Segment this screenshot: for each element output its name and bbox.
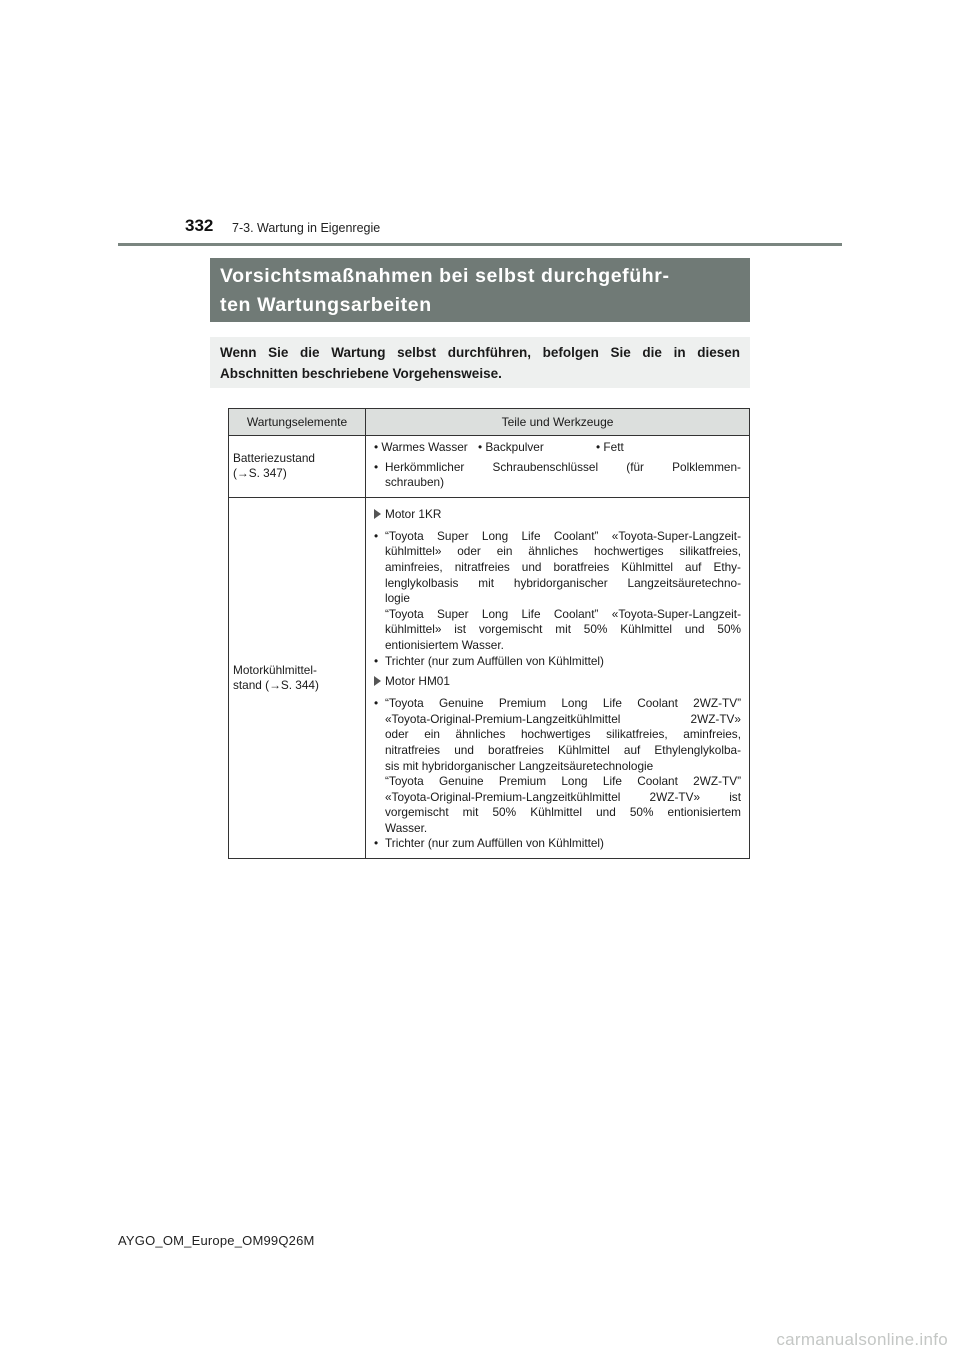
coolant-item-label: Motorkühlmittel- [233, 662, 317, 677]
list-item [374, 654, 741, 670]
header-parts-tools: Teile und Werkzeuge [366, 409, 750, 436]
battery-wrench-text-1: Herkömmlicher Schraubenschlüssel (für Polklemmen- [385, 459, 741, 474]
triangle-right-icon [374, 676, 381, 686]
list-item: • Fett [596, 440, 624, 454]
battery-bullets-row [374, 440, 741, 456]
engine-hm01-heading [374, 671, 741, 691]
coolant-hm01-line: sis mit hybridorganischer Langzeitsäuretechnologie [385, 758, 654, 773]
battery-tool-baking-soda: Backpulver [485, 440, 544, 454]
section-title-line-2: ten Wartungsarbeiten [220, 294, 432, 316]
bullet: • [374, 696, 379, 711]
intro-line-1: Wenn Sie die Wartung selbst durchführen, befolgen Sie die in diesen [220, 345, 740, 360]
battery-wrench-line-1: • Herkömmlicher Schraubenschlüssel (für Polklemmen- [374, 459, 741, 474]
section-title-line-1: Vorsichtsmaßnahmen bei selbst durchgeführ- [220, 265, 670, 287]
triangle-right-icon [374, 509, 381, 519]
intro-line-2: Abschnitten beschriebene Vorgehensweise. [220, 366, 502, 381]
section-title-banner [210, 258, 750, 322]
coolant-hm01-line: nitratfreies und boratfreies Kühlmittel auf Ethylenglykolba- [385, 742, 741, 757]
table-header-row [229, 409, 750, 436]
table-row-coolant [229, 497, 750, 858]
maintenance-table [228, 408, 750, 859]
header-divider [118, 243, 842, 246]
coolant-item-reference: stand (→S. 344) [233, 677, 319, 692]
document-code: AYGO_OM_Europe_OM99Q26M [118, 1233, 315, 1248]
battery-item-label: Batteriezustand [233, 451, 315, 466]
bullet: • [374, 653, 379, 668]
coolant-1kr-line: “Toyota Super Long Life Coolant” «Toyota-Super-Langzeit- [385, 606, 741, 621]
coolant-hm01-line: “Toyota Genuine Premium Long Life Coolant 2WZ-TV” [385, 696, 741, 711]
intro-box [210, 337, 750, 388]
bullet: • [374, 836, 379, 851]
battery-wrench-text-2: schrauben) [385, 475, 445, 490]
coolant-hm01-line: oder ein ähnliches hochwertiges silikatfreies, aminfreies, [385, 727, 741, 742]
section-breadcrumb: 7-3. Wartung in Eigenregie [232, 221, 381, 235]
engine-1kr-label: Motor 1KR [385, 506, 442, 521]
list-item [374, 696, 741, 836]
page-number: 332 [185, 216, 214, 235]
coolant-hm01-line: «Toyota-Original-Premium-Langzeitkühlmittel 2WZ-TV» ist [385, 789, 741, 804]
list-item: • Backpulver [478, 440, 544, 454]
coolant-1kr-line: logie [385, 591, 410, 606]
coolant-1kr-line: lenglykolbasis mit hybridorganischer Langzeitsäuretechno- [385, 575, 741, 590]
battery-tool-warm-water: Warmes Wasser [381, 440, 468, 454]
list-item [374, 836, 741, 852]
engine-hm01-label: Motor HM01 [385, 674, 450, 689]
watermark: carmanualsonline.info [776, 1330, 948, 1349]
funnel-hm01-text: Trichter (nur zum Auffüllen von Kühlmittel) [385, 836, 604, 851]
battery-tool-grease: Fett [603, 440, 624, 454]
engine-1kr-heading [374, 504, 741, 524]
list-item [374, 460, 741, 491]
coolant-1kr-line: aminfreies, nitratfreies und boratfreies Kühlmittel auf Ethy- [385, 559, 741, 574]
funnel-1kr-text: Trichter (nur zum Auffüllen von Kühlmittel) [385, 653, 604, 668]
bullet: • [374, 528, 379, 543]
coolant-hm01-line: «Toyota-Original-Premium-Langzeitkühlmittel 2WZ-TV» [385, 711, 741, 726]
battery-tools-cell [366, 436, 750, 498]
coolant-hm01-line: vorgemischt mit 50% Kühlmittel und 50% entionisiertem [385, 805, 741, 820]
coolant-tools-cell [366, 497, 750, 858]
coolant-hm01-line: Wasser. [385, 820, 428, 835]
coolant-item-cell [229, 497, 366, 858]
battery-item-reference: (→S. 347) [233, 466, 287, 481]
coolant-1kr-line: entionisiertem Wasser. [385, 637, 504, 652]
list-item: • Warmes Wasser [374, 440, 468, 454]
list-item [374, 529, 741, 654]
battery-item-cell [229, 436, 366, 498]
coolant-1kr-line: kühlmittel» oder ein ähnliches hochwertiges silikatfreies, [385, 544, 741, 559]
table-row-battery [229, 436, 750, 498]
coolant-hm01-line: “Toyota Genuine Premium Long Life Coolant 2WZ-TV” [385, 774, 741, 789]
coolant-1kr-line: kühlmittel» ist vorgemischt mit 50% Kühlmittel und 50% [385, 622, 741, 637]
coolant-1kr-line: “Toyota Super Long Life Coolant” «Toyota-Super-Langzeit- [385, 528, 741, 543]
header-maintenance-items: Wartungselemente [229, 409, 366, 436]
